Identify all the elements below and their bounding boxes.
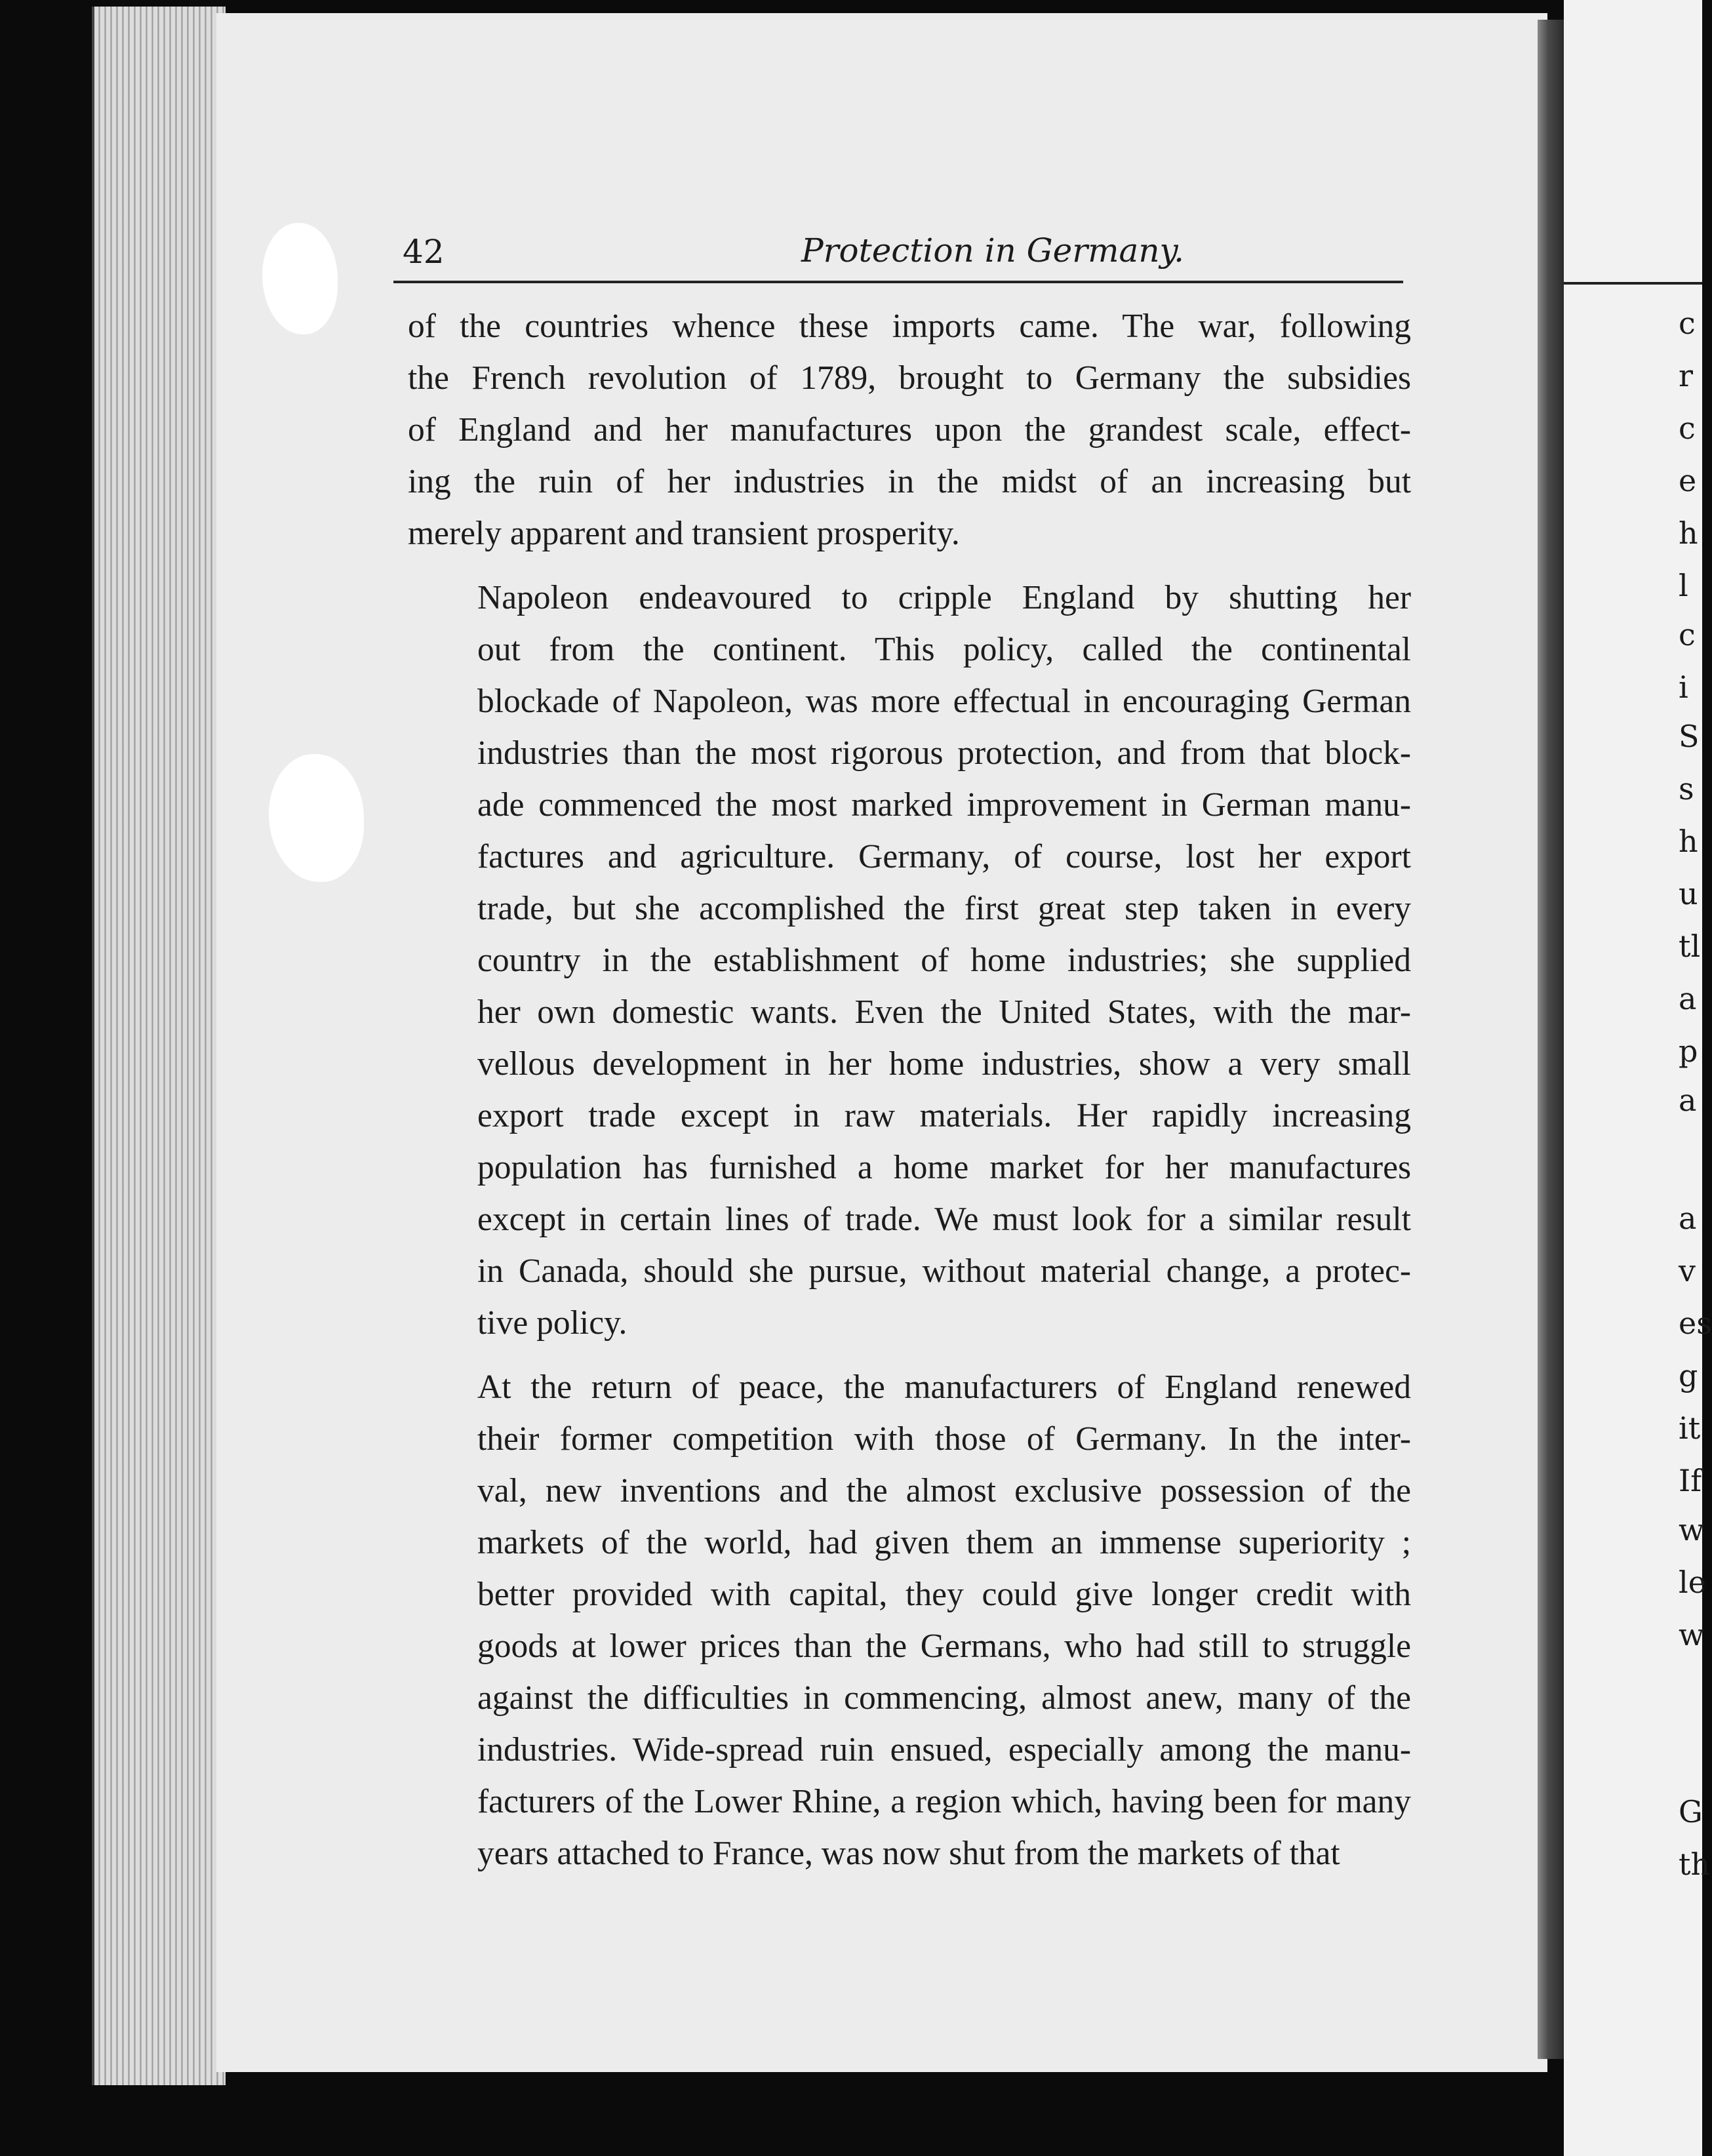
text-line: blockade of Napoleon, was more effectual in encouraging German [477, 683, 1411, 720]
facing-page-letter: r [1679, 358, 1693, 393]
text-line: industries than the most rigorous protection, and from that block- [477, 734, 1411, 772]
facing-page-letter: u [1679, 876, 1698, 911]
running-head [403, 226, 1406, 285]
facing-page-letter: c [1679, 410, 1696, 446]
running-title: Protection in Germany. [801, 231, 1185, 270]
facing-page-letter: e [1679, 463, 1697, 498]
text-line: trade, but she accomplished the first great step taken in every [477, 890, 1411, 927]
text-line: out from the continent. This policy, called the continental [477, 631, 1411, 668]
facing-page-letter: g [1679, 1358, 1698, 1393]
text-line: of the countries whence these imports came. The war, following [408, 308, 1411, 345]
body-text [408, 300, 1411, 1879]
text-line: their former competition with those of Germany. In the inter- [477, 1420, 1411, 1458]
text-line: of England and her manufactures upon the grandest scale, effect- [408, 411, 1411, 449]
text-line: tive policy. [477, 1304, 627, 1342]
text-line: population has furnished a home market for her manufactures [477, 1149, 1411, 1186]
book-gutter [1538, 20, 1564, 2059]
facing-page-letter: a [1679, 1201, 1697, 1236]
facing-page-letter: w [1679, 1617, 1705, 1652]
text-line: markets of the world, had given them an immense superiority ; [477, 1524, 1411, 1561]
facing-page-letter: c [1679, 617, 1696, 652]
text-line: goods at lower prices than the Germans, who had still to struggle [477, 1627, 1411, 1665]
facing-page-letter: th [1679, 1847, 1711, 1882]
facing-page-rule [1564, 282, 1702, 285]
facing-page-fragment [1564, 0, 1712, 2156]
page-number: 42 [403, 233, 445, 271]
text-line: At the return of peace, the manufacturers of England renewed [477, 1368, 1411, 1406]
facing-page-letter: tl [1679, 928, 1701, 964]
facing-page-letter: i [1679, 669, 1688, 705]
text-line: vellous development in her home industries, show a very small [477, 1045, 1411, 1083]
stacked-page-edges [92, 7, 226, 2085]
text-line: better provided with capital, they could give longer credit with [477, 1576, 1411, 1613]
facing-page-letter: G [1679, 1794, 1703, 1829]
header-rule [393, 281, 1403, 283]
facing-page-letter: h [1679, 824, 1698, 859]
facing-page-letter: a [1679, 981, 1697, 1016]
facing-page-letter: a [1679, 1083, 1697, 1118]
facing-page-letter: v [1679, 1253, 1696, 1288]
text-line: in Canada, should she pursue, without material change, a protec- [477, 1252, 1411, 1290]
text-line: ing the ruin of her industries in the midst of an increasing but [408, 463, 1411, 500]
text-line: export trade except in raw materials. Her rapidly increasing [477, 1097, 1411, 1134]
text-line: factures and agriculture. Germany, of course, lost her export [477, 838, 1411, 875]
text-line: her own domestic wants. Even the United States, with the mar- [477, 993, 1411, 1031]
paragraph [408, 572, 1411, 1349]
text-line: Napoleon endeavoured to cripple England by shutting her [477, 579, 1411, 616]
text-line: ade commenced the most marked improvement in German manu- [477, 786, 1411, 824]
facing-page-letter: h [1679, 515, 1698, 551]
text-line: merely apparent and transient prosperity. [408, 515, 960, 552]
text-line: country in the establishment of home industries; she supplied [477, 942, 1411, 979]
facing-page-letter: c [1679, 306, 1696, 341]
text-line: years attached to France, was now shut from the markets of that [477, 1835, 1340, 1872]
text-line: the French revolution of 1789, brought to Germany the subsidies [408, 359, 1411, 397]
facing-page-letter: p [1679, 1033, 1698, 1069]
facing-page-letter: l [1679, 568, 1688, 603]
paragraph [408, 300, 1411, 559]
text-line: against the difficulties in commencing, almost anew, many of the [477, 1679, 1411, 1717]
paragraph [408, 1361, 1411, 1879]
facing-page-letter: S [1679, 719, 1700, 754]
facing-page-letter: es [1679, 1306, 1712, 1341]
facing-page-letter: s [1679, 771, 1694, 807]
text-line: except in certain lines of trade. We must look for a similar result [477, 1201, 1411, 1238]
text-line: val, new inventions and the almost exclusive possession of the [477, 1472, 1411, 1509]
facing-page-letter: w [1679, 1512, 1705, 1547]
text-line: facturers of the Lower Rhine, a region which, having been for many [477, 1783, 1411, 1820]
text-line: industries. Wide-spread ruin ensued, especially among the manu- [477, 1731, 1411, 1768]
facing-page-letter: it [1679, 1410, 1701, 1446]
facing-page-letter: le [1679, 1565, 1706, 1600]
facing-page-letter: If [1679, 1463, 1702, 1498]
